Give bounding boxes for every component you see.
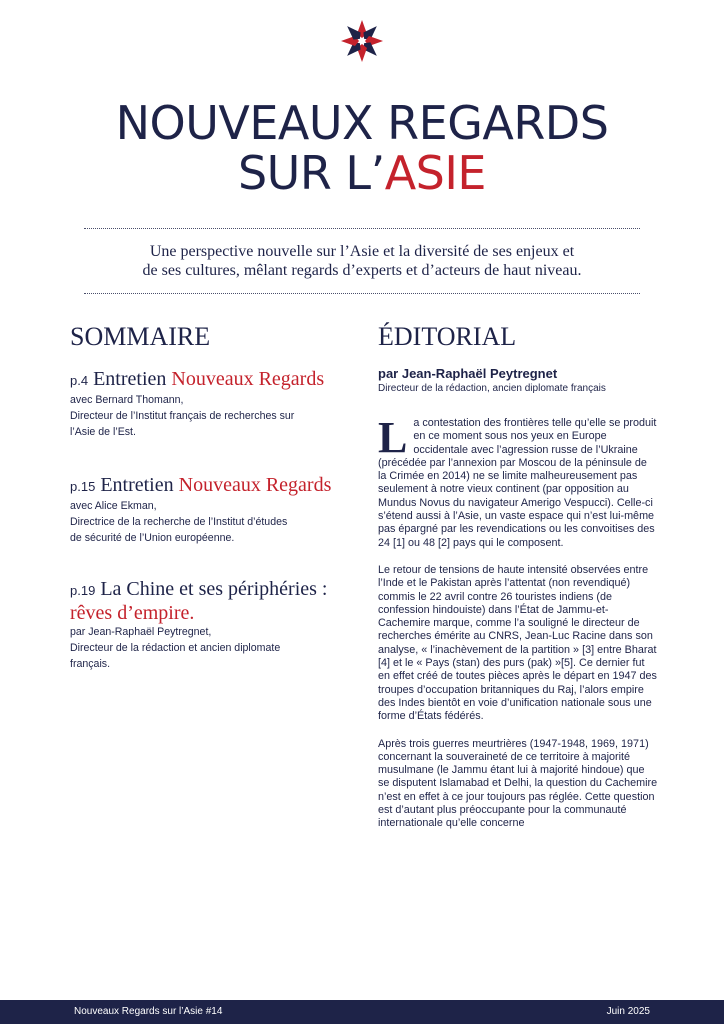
sommaire-entry-3[interactable]: [70, 578, 355, 672]
entry-title-highlight: Nouveaux Regards: [171, 368, 325, 390]
entry-line: français.: [70, 658, 111, 670]
sommaire-entry-1[interactable]: [70, 368, 355, 440]
sommaire-entry-2[interactable]: [70, 474, 355, 546]
entry-description: [70, 392, 355, 440]
footer-date: Juin 2025: [606, 1006, 650, 1017]
drop-cap: L: [378, 413, 408, 462]
paragraph-text: a contestation des frontières telle qu’elle se produit en ce moment sous nos yeux en Europe occidentale avec l’agression russe de l’Ukraine (précédée par l’annexion par Moscou de la péninsule de la Crimée en 2014) ne se limite malheureusement pas seulement à notre vieux continent (par opposition au Mundus Novus du navigateur Amerigo Vespucci). Celle-ci s’étend aussi à l’Asie, un vaste espace qui n’est lui-même pas épargné par les revendications ou les convoitises des 24 [1] ou 48 [2] pays qui le composent.: [378, 417, 657, 549]
page-title: [0, 98, 724, 198]
tagline: [84, 242, 640, 280]
entry-line: Directeur de la rédaction et ancien diplomate: [70, 642, 281, 654]
entry-line: de sécurité de l’Union européenne.: [70, 532, 235, 544]
entry-title-text: Entretien: [93, 368, 167, 390]
sommaire-section: [70, 322, 350, 670]
footer-bar: [0, 1000, 724, 1024]
entry-title-highlight: Nouveaux Regards: [178, 474, 332, 496]
entry-line: Directeur de l’Institut français de recherches sur: [70, 410, 295, 422]
entry-line: l’Asie de l’Est.: [70, 426, 136, 438]
entry-title: [70, 578, 355, 624]
entry-line: avec Alice Ekman,: [70, 500, 157, 512]
editorial-paragraph-2: Le retour de tensions de haute intensité observées entre l’Inde et le Pakistan après l’attentat (non revendiqué) commis le 22 avril contre 26 touristes indiens (de confession hindouiste) dans l’État de Jammu-et-Cachemire marque, comme l’a souligné le directeur de recherches émérite au CNRS, Jean-Luc Racine dans son analyse, « l’inachèvement de la partition » [3] entre Bharat [4] et le « Pays (stan) des purs (pak) »[5]. Ce dernier fut en effet créé de toutes pièces après le départ en 1947 des troupes d’occupation britanniques du Raj, l’alors empire des Indes bientôt en voie d’unification nationale sous une forme d’États fédérés.: [378, 563, 657, 723]
editorial-author-role: Directeur de la rédaction, ancien diplomate français: [378, 383, 606, 394]
entry-line: par Jean-Raphaël Peytregnet,: [70, 626, 212, 638]
entry-title: [70, 474, 355, 498]
editorial-paragraph-1: [378, 413, 658, 550]
star-logo-icon: [338, 18, 386, 64]
tagline-line-1: Une perspective nouvelle sur l’Asie et la diversité de ses enjeux et: [149, 243, 575, 260]
entry-description: [70, 498, 355, 546]
entry-title-text: Entretien: [100, 474, 174, 496]
divider-bottom: [84, 293, 640, 294]
entry-page: p.15: [70, 479, 96, 494]
editorial-heading: ÉDITORIAL: [378, 322, 517, 351]
title-line-2-prefix: SUR L’: [237, 146, 385, 200]
entry-line: avec Bernard Thomann,: [70, 394, 184, 406]
tagline-line-2: de ses cultures, mêlant regards d’experts et d’acteurs de haut niveau.: [142, 262, 582, 279]
editorial-section: [378, 322, 658, 845]
title-line-1: NOUVEAUX REGARDS: [115, 96, 609, 150]
sommaire-heading: SOMMAIRE: [70, 322, 211, 351]
entry-page: p.4: [70, 373, 89, 388]
entry-page: p.19: [70, 583, 96, 598]
entry-line: Directrice de la recherche de l’Institut d’études: [70, 516, 288, 528]
divider-top: [84, 228, 640, 229]
entry-title-text: La Chine et ses périphéries :: [100, 578, 328, 600]
entry-description: [70, 624, 355, 672]
editorial-body: [378, 413, 658, 831]
editorial-byline: par Jean-Raphaël Peytregnet: [378, 366, 558, 381]
editorial-paragraph-3: Après trois guerres meurtrières (1947-1948, 1969, 1971) concernant la souveraineté de ce territoire à majorité musulmane (le Jammu étant lui à majorité hindoue) que se disputent Islamabad et Delhi, la question du Cachemire n’est en effet à ce jour toujours pas réglée. Cette question est d’autant plus préoccupante pour la communauté internationale qu’elle concerne: [378, 737, 658, 830]
title-line-2-accent: ASIE: [384, 146, 486, 200]
entry-title: [70, 368, 355, 392]
footer-publication: Nouveaux Regards sur l’Asie #14: [74, 1006, 223, 1017]
entry-title-highlight: rêves d’empire.: [70, 602, 195, 624]
